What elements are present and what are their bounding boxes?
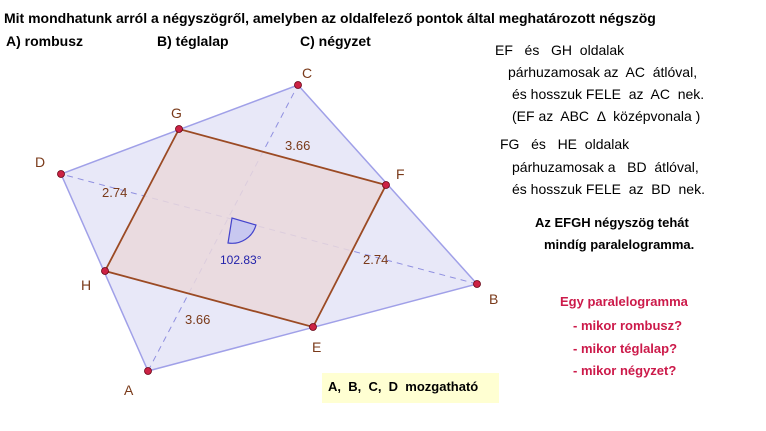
label-g: G: [171, 105, 182, 121]
page-title: Mit mondhatunk arról a négyszögről, amelyben az oldalfelező pontok által meghatározott négszög: [4, 10, 656, 26]
measure-fg: 2.74: [102, 185, 128, 200]
point-h: [102, 268, 109, 275]
note-line-3: és hosszuk FELE az AC nek.: [512, 86, 705, 102]
angle-label: 102.83°: [220, 253, 262, 267]
note-line-1: EF és GH oldalak: [495, 42, 625, 58]
label-e: E: [312, 339, 322, 355]
note-line-6: párhuzamosak a BD átlóval,: [512, 159, 699, 175]
option-a: A) rombusz: [6, 33, 83, 49]
question-negyzet: - mikor négyzet?: [573, 363, 677, 378]
question-heading: Egy paralelogramma: [560, 294, 688, 309]
question-teglalap: - mikor téglalap?: [573, 341, 678, 356]
label-f: F: [396, 166, 405, 182]
point-g: [176, 126, 183, 133]
measure-he: 2.74: [363, 252, 389, 267]
point-b[interactable]: [474, 281, 481, 288]
measure-gh: 3.66: [285, 138, 311, 153]
label-h: H: [81, 277, 92, 293]
label-b: B: [489, 291, 499, 307]
conclusion-line-2: mindíg paralelogramma.: [544, 237, 695, 252]
note-line-7: és hosszuk FELE az BD nek.: [512, 181, 705, 197]
point-f: [383, 182, 390, 189]
label-a: A: [124, 382, 134, 398]
label-d: D: [35, 154, 46, 170]
label-c: C: [302, 65, 313, 81]
option-b: B) téglalap: [157, 33, 229, 49]
measure-ef: 3.66: [185, 312, 211, 327]
point-e: [310, 324, 317, 331]
movable-points-note: A, B, C, D mozgatható: [322, 373, 499, 403]
note-line-4: (EF az ABC Δ középvonala ): [512, 108, 701, 124]
conclusion-line-1: Az EFGH négyszög tehát: [535, 215, 689, 230]
note-line-5: FG és HE oldalak: [500, 136, 630, 152]
question-rombusz: - mikor rombusz?: [573, 318, 683, 333]
option-c: C) négyzet: [300, 33, 371, 49]
note-line-2: párhuzamosak az AC átlóval,: [508, 64, 698, 80]
point-c[interactable]: [295, 82, 302, 89]
point-a[interactable]: [145, 368, 152, 375]
point-d[interactable]: [58, 171, 65, 178]
